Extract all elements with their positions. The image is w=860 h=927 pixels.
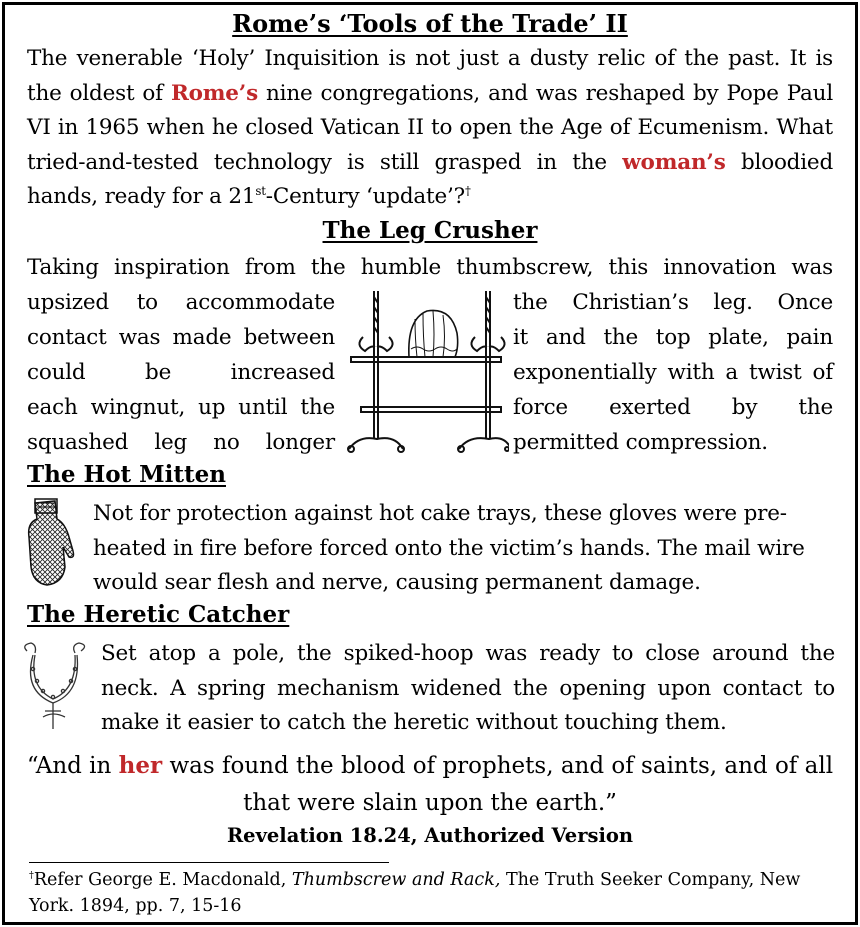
leg-crusher-right-column (513, 286, 833, 461)
footnote-divider (29, 862, 389, 863)
leg-left-line-3: could be increased (27, 360, 335, 385)
page-title: Rome’s ‘Tools of the Trade’ II (232, 9, 628, 38)
leg-left-line-5: squashed leg no longer (27, 430, 335, 455)
heretic-catcher-text: Set atop a pole, the spiked-hoop was ready to close around the neck. A spring mechanism widened the opening upon contact to make it easier to catch the heretic without touching them. (101, 641, 835, 735)
chainmail-glove-illustration-icon (25, 497, 77, 589)
heretic-catcher-heading: The Heretic Catcher (27, 601, 290, 628)
leg-crusher-first-line: Taking inspiration from the humble thumbscrew, this innovation was (27, 255, 833, 280)
hot-mitten-heading: The Hot Mitten (27, 461, 226, 488)
intro-text-2: nine congregations, and was reshaped by Pope Paul VI in 1965 when he closed Vatican II to open the Age of Ecumenism. What tried-and-tested technology is still grasped in the (27, 80, 833, 175)
woman-highlight: woman’s (622, 149, 726, 175)
leg-left-line-1: upsized to accommodate (27, 290, 335, 315)
leg-crusher-illustration-icon (341, 289, 509, 461)
rome-highlight: Rome’s (170, 80, 258, 106)
leg-right-line-4: force exerted by the (513, 395, 833, 420)
leg-left-line-4: each wingnut, up until the (27, 395, 335, 420)
leg-right-line-5: permitted compression. (513, 430, 768, 455)
leg-right-line-1: the Christian’s leg. Once (513, 290, 833, 315)
footnote-pre: Refer George E. Macdonald, (33, 870, 292, 890)
intro-text-4: -Century ‘update’? (265, 184, 465, 209)
spiked-hoop-illustration-icon (19, 641, 95, 731)
intro-paragraph (27, 42, 833, 215)
leg-crusher-left-column (27, 286, 335, 461)
footnote-dagger: † (29, 870, 34, 882)
intro-text-1: The venerable ‘Holy’ Inquisition is not just a dusty relic of the past. It is the oldest of (27, 46, 833, 106)
quote-open: “And in (26, 753, 119, 779)
leg-crusher-heading: The Leg Crusher (322, 217, 538, 244)
hot-mitten-text: Not for protection against hot cake trays, these gloves were pre-heated in fire before forced onto the victim’s hands. The mail wire would sear flesh and nerve, causing permanent damage. (93, 501, 805, 595)
scripture-quote (25, 747, 835, 822)
footnote-book-title: Thumbscrew and Rack, (291, 870, 501, 890)
superscript-st: st (255, 183, 266, 198)
quote-citation: Revelation 18.24, Authorized Version (226, 824, 634, 847)
footnote-post: The Truth Seeker Company, New York. 1894, pp. 7, 15-16 (29, 870, 801, 916)
intro-text-3: bloodied hands, ready for a 21 (27, 149, 834, 209)
her-highlight: her (118, 752, 163, 779)
footnote (29, 867, 839, 919)
leg-right-line-2: it and the top plate, pain (513, 325, 833, 350)
dagger-mark: † (464, 183, 471, 198)
document-frame (2, 2, 858, 925)
leg-left-line-2: contact was made between (27, 325, 335, 350)
leg-right-line-3: exponentially with a twist of (513, 360, 833, 385)
quote-rest: was found the blood of prophets, and of saints, and of all that were slain upon the earth.” (162, 753, 834, 816)
